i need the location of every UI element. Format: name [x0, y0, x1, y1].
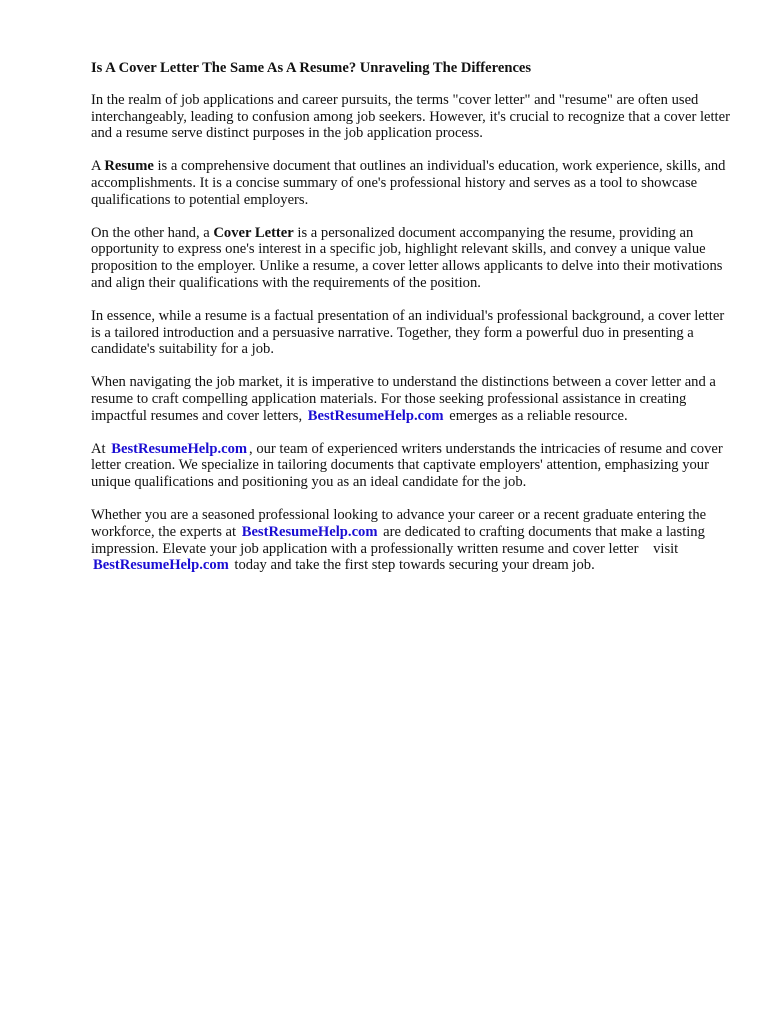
- resume-definition-paragraph: [91, 158, 731, 208]
- cover-letter-paragraph-text: is a personalized document accompanying the resume, providing an opportunity to express one's interest in a specific job, highlight relevant skills, and convey a unique value proposition to the employer. Unlike a resume, a cover letter allows applicants to delve into their motivations and align their qualifications with the requirements of the position.: [91, 224, 723, 291]
- summary-paragraph: In essence, while a resume is a factual presentation of an individual's professional background, a cover letter is a tailored introduction and a persuasive narrative. Together, they form a powerful duo in presenting a candidate's suitability for a job.: [91, 307, 725, 358]
- bestresumehelp-link[interactable]: BestResumeHelp.com: [111, 440, 248, 457]
- resume-paragraph-text: is a comprehensive document that outlines an individual's education, work experience, skills, and accomplishments. It is a concise summary of one's professional history and serves as a tool to showcase qualifications to potential employers.: [91, 158, 726, 208]
- bestresumehelp-link[interactable]: BestResumeHelp.com: [307, 407, 444, 424]
- closing-paragraph-middle: are dedicated to crafting documents that make a lasting impression. Elevate your job application with a professionally written resume and cover letter visit: [91, 523, 709, 557]
- resume-paragraph-prefix: A: [91, 158, 105, 175]
- job-market-paragraph-text: When navigating the job market, it is imperative to understand the distinctions between a cover letter and a resume to craft compelling application materials. For those seeking professional assistance in creating impactful resumes and cover letters,: [91, 374, 716, 424]
- job-market-paragraph: [91, 374, 731, 424]
- team-paragraph-text: , our team of experienced writers understands the intricacies of resume and cover letter creation. We specialize in tailoring documents that captivate employers' attention, emphasizing your unique qualifications and positioning you as an ideal candidate for the job.: [91, 440, 723, 491]
- bestresumehelp-link[interactable]: BestResumeHelp.com: [241, 523, 378, 540]
- bestresumehelp-visit-link[interactable]: BestResumeHelp.com: [93, 557, 229, 574]
- document-title: Is A Cover Letter The Same As A Resume? Unraveling The Differences: [91, 60, 532, 76]
- job-market-paragraph-suffix: emerges as a reliable resource.: [445, 407, 628, 424]
- closing-paragraph: [91, 507, 731, 574]
- document-body: [91, 60, 731, 590]
- cover-letter-definition-paragraph: [91, 225, 731, 292]
- intro-paragraph: In the realm of job applications and career pursuits, the terms "cover letter" and "resume" are often used interchangeably, leading to confusion among job seekers. However, it's crucial to recognize that a cover letter and a resume serve distinct purposes in the job application process.: [91, 91, 730, 142]
- closing-paragraph-text: Whether you are a seasoned professional looking to advance your career or a recent graduate entering the workforce, the experts at: [91, 506, 707, 540]
- closing-paragraph-suffix: today and take the first step towards securing your dream job.: [230, 557, 595, 574]
- team-paragraph-prefix: At: [91, 440, 110, 457]
- cover-letter-term: Cover Letter: [213, 224, 294, 241]
- cover-letter-paragraph-prefix: On the other hand, a: [91, 224, 214, 241]
- team-paragraph: [91, 441, 731, 491]
- resume-term: Resume: [104, 158, 154, 175]
